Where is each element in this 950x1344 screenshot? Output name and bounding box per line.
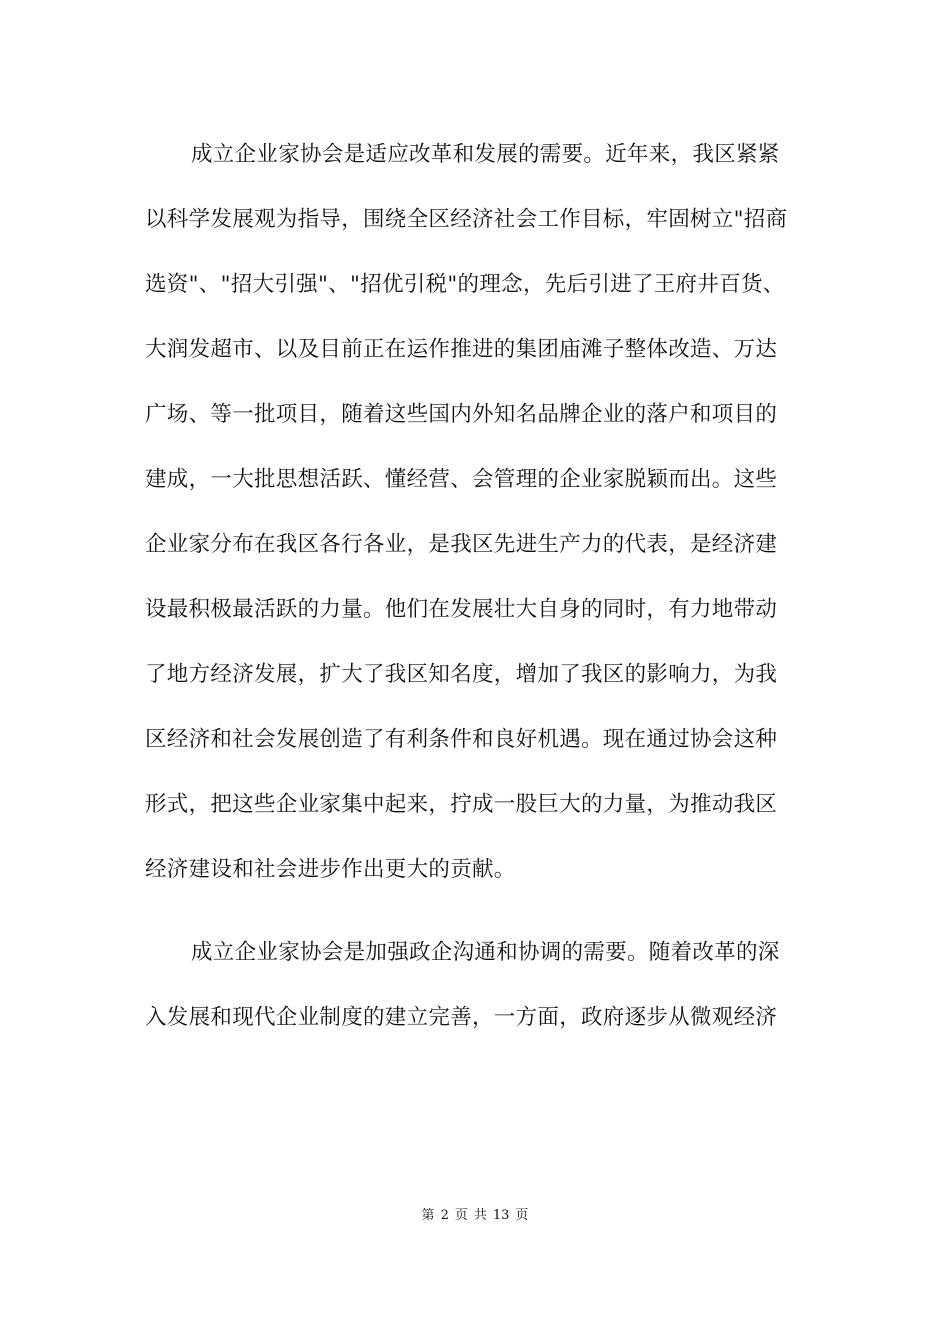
footer-suffix: 页	[515, 1208, 529, 1223]
footer-prefix: 第	[421, 1208, 435, 1223]
document-body	[145, 136, 805, 1064]
footer-page-unit: 页	[454, 1208, 468, 1223]
paragraph-1-line-6: 建成，一大批思想活跃、懂经营、会管理的企业家脱颖而出。这些	[145, 467, 778, 492]
page-footer	[0, 1206, 950, 1226]
footer-total-prefix: 共	[473, 1208, 487, 1223]
paragraph-1-line-12: 经济建设和社会进步作出更大的贡献。	[145, 857, 516, 882]
paragraph-1-line-9: 了地方经济发展，扩大了我区知名度，增加了我区的影响力，为我	[145, 662, 778, 687]
footer-current-page: 2	[440, 1208, 449, 1223]
paragraph-2-line-1: 成立企业家协会是加强政企沟通和协调的需要。随着改革的深	[191, 940, 780, 965]
paragraph-1-line-8: 设最积极最活跃的力量。他们在发展壮大自身的同时，有力地带动	[145, 597, 778, 622]
paragraph-1-line-1: 成立企业家协会是适应改革和发展的需要。近年来，我区紧紧	[191, 142, 780, 167]
paragraph-1-line-7: 企业家分布在我区各行各业，是我区先进生产力的代表，是经济建	[145, 532, 778, 557]
paragraph-1-line-2: 以科学发展观为指导，围绕全区经济社会工作目标，牢固树立"招商	[145, 207, 788, 232]
paragraph-2-line-2: 入发展和现代企业制度的建立完善，一方面，政府逐步从微观经济	[145, 1005, 778, 1030]
footer-total-pages: 13	[492, 1208, 510, 1223]
paragraph-1-line-11: 形式，把这些企业家集中起来，拧成一股巨大的力量，为推动我区	[145, 792, 778, 817]
paragraph-1-line-10: 区经济和社会发展创造了有利条件和良好机遇。现在通过协会这种	[145, 727, 778, 752]
paragraph-1-line-5: 广场、等一批项目，随着这些国内外知名品牌企业的落户和项目的	[145, 402, 778, 427]
paragraph-1-line-4: 大润发超市、以及目前正在运作推进的集团庙滩子整体改造、万达	[145, 337, 778, 362]
paragraph-1-line-3: 选资"、"招大引强"、"招优引税"的理念，先后引进了王府井百货、	[145, 272, 785, 297]
